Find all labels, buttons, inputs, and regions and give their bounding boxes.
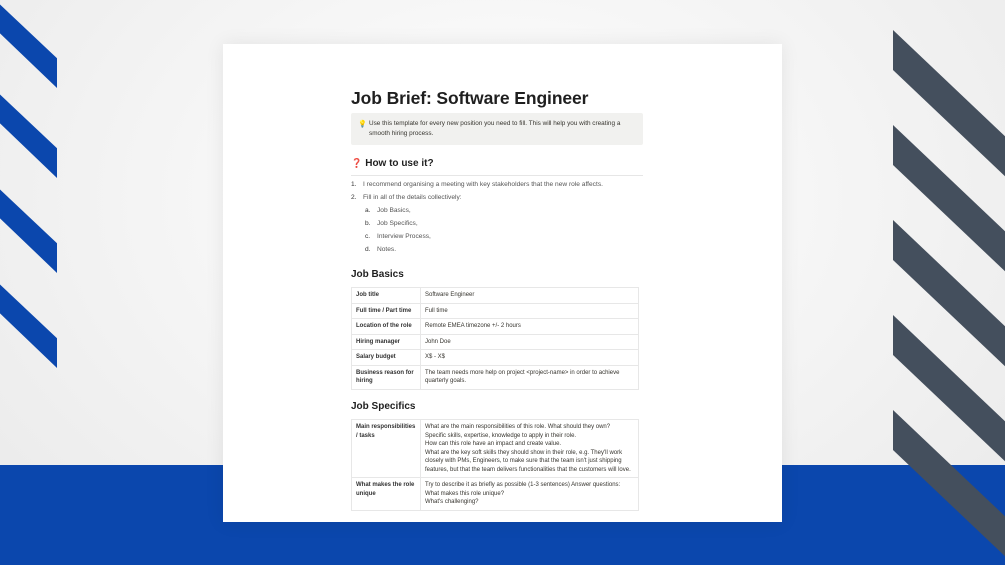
row-line: What makes this role unique? [425,490,505,497]
job-specifics-table [351,419,639,511]
table-row [352,288,639,304]
row-value [421,478,639,511]
list-number: 1. [351,181,357,188]
row-line: Try to describe it as briefly as possible (1-3 sentences) Answer questions: [425,482,621,488]
row-label: Salary budget [352,350,421,366]
question-mark-icon: ❓ [351,158,363,168]
row-label: Full time / Part time [352,303,421,319]
list-letter: d. [365,246,371,253]
row-label: What makes the role unique [352,478,421,511]
sub-list-item [365,233,431,240]
list-text: Job Specifics, [377,220,418,227]
table-row [352,420,639,478]
left-stripe [0,180,80,295]
list-item [351,194,462,201]
table-row [352,334,639,350]
list-letter: c. [365,233,371,240]
row-value: Software Engineer [421,288,639,304]
table-row [352,365,639,389]
how-to-heading-text: How to use it? [365,158,434,169]
row-label: Business reason for hiring [352,365,421,389]
list-text: Notes. [377,246,397,253]
row-label: Hiring manager [352,334,421,350]
document-page [223,44,782,522]
table-row [352,478,639,511]
callout-text: Use this template for every new position you need to fill. This will help you with creating a smooth hiring process. [369,120,621,137]
left-stripe [0,275,80,390]
row-label: Job title [352,288,421,304]
job-specifics-heading: Job Specifics [351,401,416,412]
job-basics-heading: Job Basics [351,269,404,280]
row-value: Full time [421,303,639,319]
sub-list-item [365,246,396,253]
sub-list-item [365,207,411,214]
table-row [352,303,639,319]
lightbulb-icon: 💡 [358,121,367,128]
row-value: X$ - X$ [421,350,639,366]
row-line: What are the main responsibilities of this role. What should they own? [425,424,611,430]
row-label: Location of the role [352,319,421,335]
row-value: Remote EMEA timezone +/- 2 hours [421,319,639,335]
sub-list-item [365,220,418,227]
row-line: What are the key soft skills they should show in their role, e.g. They'll work closely with PMs, Engineers, to make sure that the team isn't just shipping features, but that the team delivers functionalities that the customers will love. [425,449,631,473]
list-letter: b. [365,220,371,227]
page-title: Job Brief: Software Engineer [351,88,589,108]
row-line: What's challenging? [425,499,479,505]
list-text: Job Basics, [377,207,411,214]
list-number: 2. [351,194,357,201]
table-row [352,350,639,366]
table-row [352,319,639,335]
left-stripe [0,0,80,110]
row-label: Main responsibilities / tasks [352,420,421,478]
row-line: How can this role have an impact and create value. [425,441,562,447]
row-value [421,420,639,478]
divider [351,175,643,176]
how-to-heading [351,158,434,169]
row-line: Specific skills, expertise, knowledge to apply in their role. [425,432,577,439]
list-text: Fill in all of the details collectively: [363,194,462,201]
list-item [351,181,603,188]
row-value: John Doe [421,334,639,350]
list-letter: a. [365,207,371,214]
job-basics-table [351,287,639,390]
left-stripe [0,85,80,200]
list-text: Interview Process, [377,233,431,240]
list-text: I recommend organising a meeting with key stakeholders that the new role affects. [363,181,603,188]
callout-box [351,113,643,145]
row-value: The team needs more help on project <project-name> in order to achieve quarterly goals. [421,365,639,389]
